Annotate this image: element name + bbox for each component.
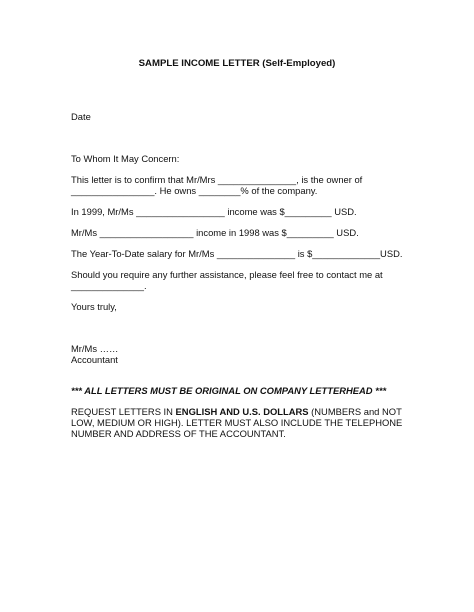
request-line-1-prefix: REQUEST LETTERS IN	[71, 406, 176, 417]
letter-title: SAMPLE INCOME LETTER (Self-Employed)	[138, 58, 336, 69]
confirm-line-2: ________________. He owns ________% of the company.	[71, 185, 318, 196]
income-1998-line: Mr/Ms __________________ income in 1998 was $_________ USD.	[71, 227, 359, 238]
assistance-line-2: ______________.	[71, 280, 147, 291]
salutation: To Whom It May Concern:	[71, 153, 180, 164]
date-label: Date	[71, 111, 91, 122]
assistance-line-1: Should you require any further assistance, please feel free to contact me at	[71, 269, 383, 280]
request-line-2: LOW, MEDIUM OR HIGH). LETTER MUST ALSO INCLUDE THE TELEPHONE	[71, 417, 403, 428]
request-line-1-suffix: (NUMBERS and NOT	[308, 406, 402, 417]
signer-name: Mr/Ms ……	[71, 343, 119, 354]
signer-title: Accountant	[71, 354, 118, 365]
confirm-line-1: This letter is to confirm that Mr/Mrs _______________, is the owner of	[71, 174, 363, 185]
ytd-salary-line: The Year-To-Date salary for Mr/Ms _______________ is $_____________USD.	[71, 248, 403, 259]
income-1999-line: In 1999, Mr/Ms _________________ income was $_________ USD.	[71, 206, 357, 217]
closing: Yours truly,	[71, 301, 117, 312]
request-line-3: NUMBER AND ADDRESS OF THE ACCOUNTANT.	[71, 428, 286, 439]
request-line-1-bold: ENGLISH AND U.S. DOLLARS	[175, 406, 309, 417]
letterhead-notice: *** ALL LETTERS MUST BE ORIGINAL ON COMPANY LETTERHEAD ***	[71, 385, 387, 396]
request-line-1	[71, 406, 402, 417]
